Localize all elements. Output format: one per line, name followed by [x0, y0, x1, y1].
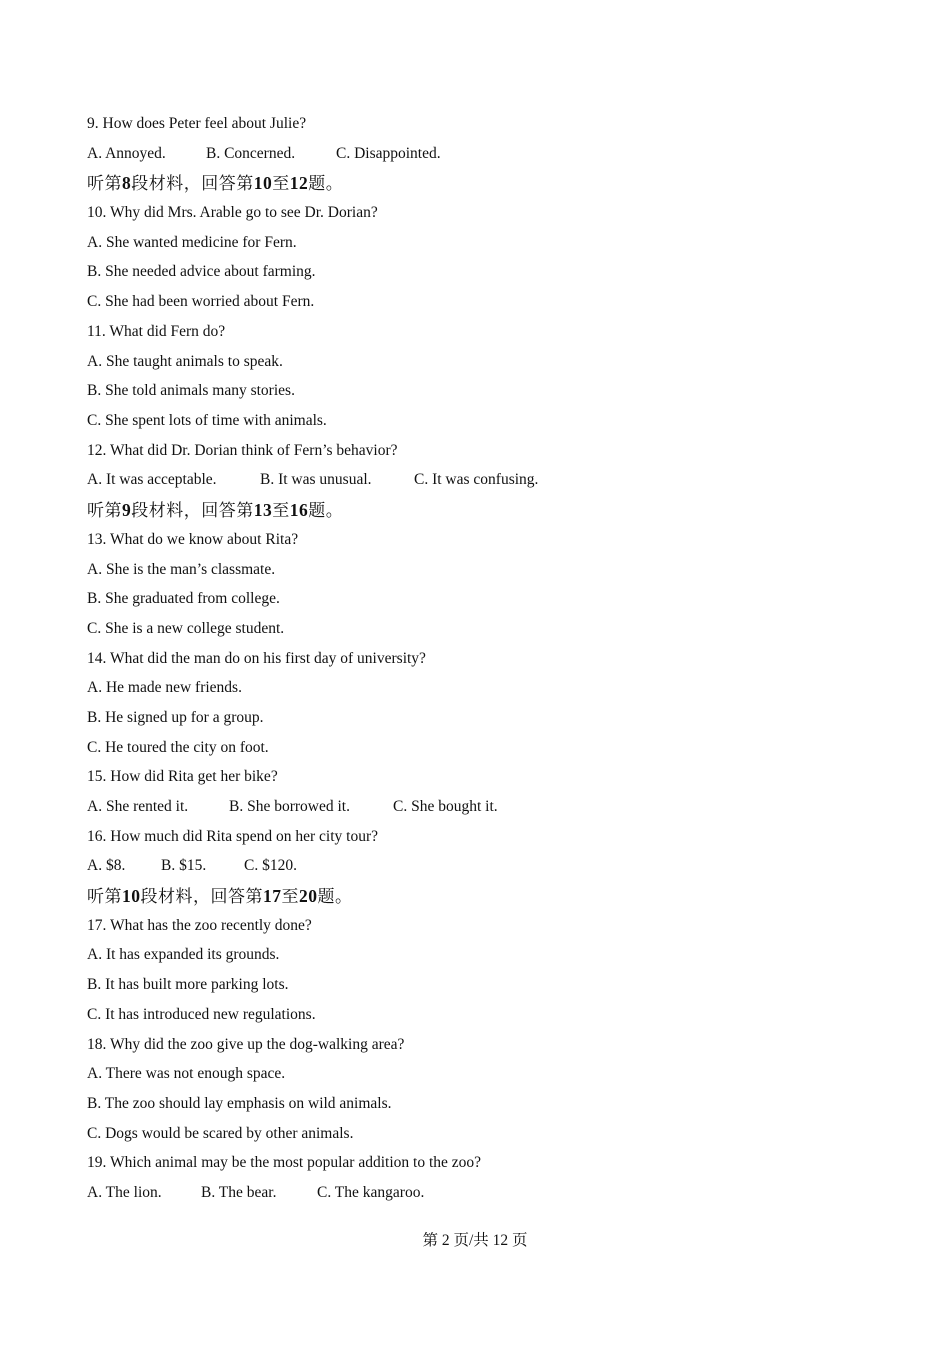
option-a: A. Annoyed.: [87, 145, 166, 162]
option-c: C. The kangaroo.: [317, 1184, 425, 1201]
question-13-option-b: B. She graduated from college.: [87, 590, 280, 607]
question-15-stem: 15. How did Rita get her bike?: [87, 768, 278, 785]
question-17-option-b: B. It has built more parking lots.: [87, 976, 289, 993]
option-c: C. Disappointed.: [336, 145, 441, 162]
option-a: A. $8.: [87, 857, 126, 874]
question-12-options: [87, 470, 538, 490]
question-10-option-b: B. She needed advice about farming.: [87, 263, 316, 280]
section-heading-10: 听第10段材料，回答第17至20题。: [87, 886, 353, 906]
option-c: C. $120.: [244, 857, 297, 874]
option-c: C. She bought it.: [393, 798, 498, 815]
question-18-option-b: B. The zoo should lay emphasis on wild animals.: [87, 1095, 392, 1112]
option-b: B. She borrowed it.: [229, 798, 350, 815]
option-b: B. The bear.: [201, 1184, 277, 1201]
question-13-stem: 13. What do we know about Rita?: [87, 531, 299, 548]
question-18-stem: 18. Why did the zoo give up the dog-walking area?: [87, 1036, 405, 1053]
question-15-options: [87, 797, 498, 817]
question-14-option-c: C. He toured the city on foot.: [87, 739, 269, 756]
section-heading-8: 听第8段材料，回答第10至12题。: [87, 173, 344, 193]
question-18-option-c: C. Dogs would be scared by other animals.: [87, 1125, 354, 1142]
section-heading-9: 听第9段材料，回答第13至16题。: [87, 500, 344, 520]
question-16-stem: 16. How much did Rita spend on her city tour?: [87, 828, 379, 845]
question-13-option-c: C. She is a new college student.: [87, 620, 285, 637]
question-10-option-c: C. She had been worried about Fern.: [87, 293, 315, 310]
option-b: B. Concerned.: [206, 145, 296, 162]
question-19-stem: 19. Which animal may be the most popular addition to the zoo?: [87, 1154, 482, 1171]
question-16-options: [87, 856, 297, 876]
question-11-option-a: A. She taught animals to speak.: [87, 353, 283, 370]
question-9-stem: 9. How does Peter feel about Julie?: [87, 115, 307, 132]
question-14-option-b: B. He signed up for a group.: [87, 709, 264, 726]
question-11-stem: 11. What did Fern do?: [87, 323, 226, 340]
page-number: 第 2 页/共 12 页: [422, 1232, 528, 1249]
question-13-option-a: A. She is the man’s classmate.: [87, 561, 276, 578]
option-a: A. She rented it.: [87, 798, 189, 815]
option-b: B. It was unusual.: [260, 471, 372, 488]
option-c: C. It was confusing.: [414, 471, 539, 488]
question-17-stem: 17. What has the zoo recently done?: [87, 917, 312, 934]
question-17-option-c: C. It has introduced new regulations.: [87, 1006, 316, 1023]
question-14-stem: 14. What did the man do on his first day of university?: [87, 650, 426, 667]
question-17-option-a: A. It has expanded its grounds.: [87, 946, 280, 963]
question-11-option-c: C. She spent lots of time with animals.: [87, 412, 327, 429]
question-10-stem: 10. Why did Mrs. Arable go to see Dr. Dorian?: [87, 204, 378, 221]
page-footer: [0, 1231, 950, 1251]
question-12-stem: 12. What did Dr. Dorian think of Fern’s behavior?: [87, 442, 398, 459]
option-a: A. It was acceptable.: [87, 471, 217, 488]
option-b: B. $15.: [161, 857, 207, 874]
question-11-option-b: B. She told animals many stories.: [87, 382, 295, 399]
question-9-options: [87, 144, 441, 164]
question-14-option-a: A. He made new friends.: [87, 679, 242, 696]
question-19-options: [87, 1183, 424, 1203]
question-18-option-a: A. There was not enough space.: [87, 1065, 286, 1082]
question-10-option-a: A. She wanted medicine for Fern.: [87, 234, 297, 251]
option-a: A. The lion.: [87, 1184, 162, 1201]
